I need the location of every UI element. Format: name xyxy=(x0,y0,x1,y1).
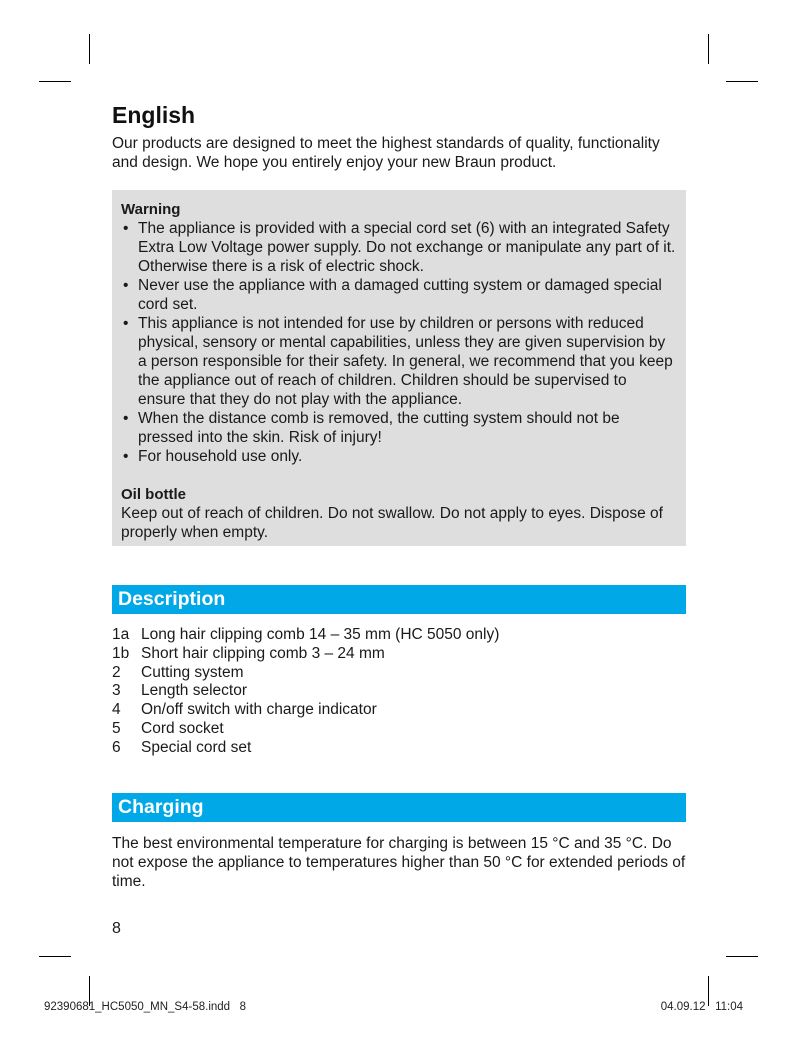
page-number: 8 xyxy=(112,920,121,937)
crop-mark-bottom-left-horizontal xyxy=(39,956,71,957)
warning-heading: Warning xyxy=(121,201,181,218)
warning-box xyxy=(112,190,686,546)
warning-item: • For household use only. xyxy=(121,447,676,466)
description-item-number: 4 xyxy=(112,701,121,719)
description-item-number: 2 xyxy=(112,663,121,681)
description-item xyxy=(112,626,686,645)
page-content xyxy=(112,100,686,891)
footer-file-info: 92390681_HC5050_MN_S4-58.indd 8 xyxy=(44,1001,247,1013)
warning-item: • This appliance is not intended for use by children or persons with reduced physical, sensory or mental capabilities, unless they are given supervision by a person responsible for their safety. In general, we recommend that you keep the appliance out of reach of children. Children should be supervised to ensure that they do not play with the appliance. xyxy=(121,314,676,409)
description-item-text: Long hair clipping comb 14 – 35 mm (HC 5050 only) xyxy=(141,626,500,643)
crop-mark-bottom-right-horizontal xyxy=(726,956,758,957)
description-item xyxy=(112,682,686,701)
description-item xyxy=(112,645,686,664)
oil-bottle-text: Keep out of reach of children. Do not swallow. Do not apply to eyes. Dispose of properly when empty. xyxy=(121,505,663,541)
description-item-number: 5 xyxy=(112,719,121,737)
description-item xyxy=(112,701,686,720)
oil-bottle-heading: Oil bottle xyxy=(121,486,186,503)
description-list xyxy=(112,626,686,758)
warning-item: • Never use the appliance with a damaged cutting system or damaged special cord set. xyxy=(121,276,676,314)
warning-list xyxy=(121,219,676,466)
warning-item: • The appliance is provided with a special cord set (6) with an integrated Safety Extra Low Voltage power supply. Do not exchange or manipulate any part of it. Otherwise there is a risk of electric shock. xyxy=(121,219,676,276)
description-item-text: Length selector xyxy=(141,682,247,700)
description-item-text: On/off switch with charge indicator xyxy=(141,701,377,719)
description-item-number: 3 xyxy=(112,682,121,700)
description-item-text: Cutting system xyxy=(141,663,244,681)
description-item-text: Cord socket xyxy=(141,719,224,737)
charging-paragraph: The best environmental temperature for charging is between 15 °C and 35 °C. Do not expose the appliance to temperatures higher than 50 °C for extended periods of time. xyxy=(112,834,686,890)
footer-date-time: 04.09.12 11:04 xyxy=(660,1001,743,1013)
description-item-text: Special cord set xyxy=(141,738,252,756)
description-item xyxy=(112,739,686,758)
description-item xyxy=(112,664,686,683)
crop-mark-top-right-horizontal xyxy=(726,81,758,82)
description-item-number: 1a xyxy=(112,626,130,643)
crop-mark-top-left-vertical xyxy=(89,34,90,64)
description-item xyxy=(112,720,686,739)
oil-bottle-block xyxy=(121,485,676,542)
crop-mark-top-right-vertical xyxy=(708,34,709,64)
description-item-number: 1b xyxy=(112,644,130,662)
intro-paragraph: Our products are designed to meet the highest standards of quality, functionality and design. We hope you entirely enjoy your new Braun product. xyxy=(112,135,660,171)
charging-heading: Charging xyxy=(112,793,686,822)
warning-item: • When the distance comb is removed, the cutting system should not be pressed into the skin. Risk of injury! xyxy=(121,409,676,447)
description-item-number: 6 xyxy=(112,738,121,756)
page-title: English xyxy=(112,102,196,128)
crop-mark-top-left-horizontal xyxy=(39,81,71,82)
description-heading: Description xyxy=(112,585,686,614)
description-item-text: Short hair clipping comb 3 – 24 mm xyxy=(141,644,385,662)
